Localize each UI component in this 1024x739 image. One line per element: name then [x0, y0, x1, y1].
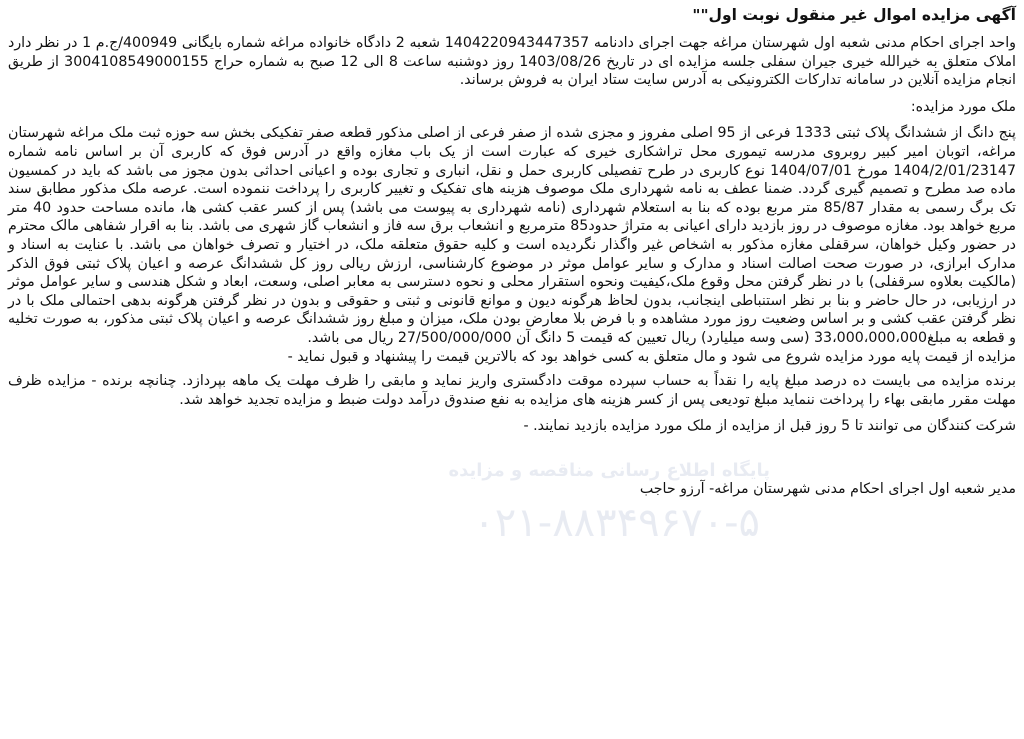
- base-price-paragraph: مزایده از قیمت پایه مورد مزایده شروع می شود و مال متعلق به کسی خواهد بود که بالاترین قیمت را پیشنهاد و قبول نماید -: [287, 348, 1016, 365]
- watermark-text: پایگاه اطلاع رسانی مناقصه و مزایده: [448, 460, 770, 481]
- property-description: پنج دانگ از ششدانگ پلاک ثبتی 1333 فرعی از 95 اصلی مفروز و مجزی شده از صفر فرعی از اصلی مذکور قطعه صفر تفکیکی بخش سه حوزه ثبت ملک مراغه شهرستان مراغه، اتوبان امیر کبیر روبروی مدرسه تیموری محل تراشکاری خیری که عبارت است از یک باب مغازه واقع در آدرس فوق که کاربری آن بر اساس نامه شماره 1404/2/01/23147 مورخ 1404/07/01 نوع کاربری در طرح تفصیلی کاربری حمل و نقل، انباری و تجاری بوده و اعیانی احداثی بدون مجوز می باشد که باید در کمسیون ماده صد مطرح و تصمیم گیری گردد. ضمنا عطف به نامه شهرداری ملک موصوف هزینه های تفکیک و تغییر کاربری را پرداخت ننموده است. عرصه ملک مذکور مطابق سند تک برگ رسمی به مقدار 85/87 متر مربع بوده که بنا به استعلام شهرداری (نامه شهرداری به پیوست می باشد) پس از کسر عقب کشی ها، مانده مساحت حدود 40 متر مربع خواهد بود. مغازه موصوف در روز بازدید دارای اعیانی به متراژ حدود85 مترمربع و انشعاب برق سه فاز و انشعاب گاز شهری می باشد. بنا به اقرار شفاهی مالک محترم در حضور وکیل خواهان، سرقفلی مغازه مذکور به اشخاص غیر واگذار نگردیده است و کلیه حقوق متعلقه ملک، در اختیار و تصرف خواهان می باشد. با عنایت به اسناد و مدارک ابرازی، در صورت صحت اصالت اسناد و مدارک و سایر عوامل موثر در موضوع کارشناسی، ارزش ریالی روز کل ششدانگ عرصه و اعیان پلاک ثبتی فوق الذکر (مالکیت بعلاوه سرقفلی) با در نظر گرفتن محل وقوع ملک،کیفیت ونحوه استقرار محلی و نحوه دسترسی به معابر اصلی، وسعت، ابعاد و شکل هندسی و سایر عوامل موثر در ارزیابی، در حال حاضر و بنا بر نظر استنباطی اینجانب، بدون لحاظ هرگونه دیون و موانع قانونی و ثبتی و حقوقی و بدون در نظر گرفتن هرگونه بدهی احتمالی ملک با در نظر گرفتن عقب کشی و بر اساس وضعیت روز مورد مشاهده و با فرض بلا معارض بودن ملک، میزان و مبلغ روز ششدانگ عرصه و اعیان پلاک ثبتی مذکور، به صورت تخلیه و قطعه به مبلغ33،000،000،000 (سی وسه میلیارد) ریال تعیین که قیمت 5 دانگ آن 27/500/000/000 ریال می باشد.: [8, 125, 1016, 346]
- intro-paragraph: واحد اجرای احکام مدنی شعبه اول شهرستان مراغه جهت اجرای دادنامه 1404220943447357 شعبه 2 دادگاه خانواده مراغه شماره بایگانی 400949/ج.م 1 در نظر دارد املاک متعلق به خیرالله خیری جیران سفلی جلسه مزایده ای در تاریخ 1403/08/26 روز دوشنبه ساعت 8 الی 12 صبح به شماره حراج 3004108549000155 از طریق انجام مزایده آنلاین در سامانه تدارکات الکترونیکی به آدرس سایت ستاد ایران به فروش برساند.: [8, 35, 1016, 89]
- winner-terms-paragraph: برنده مزایده می بایست ده درصد مبلغ پایه را نقداً به حساب سپرده موقت دادگستری واریز نماید و مابقی را ظرف مهلت یک ماهه بپردازد. چنانچه برنده - مزایده ظرف مهلت مقرر مابقی بهاء را پرداخت ننماید مبلغ تودیعی پس از کسر هزینه های مزایده به نفع صندوق درآمد دولت ضبط و مزایده تجدید خواهد شد.: [8, 373, 1016, 408]
- watermark-phone: ۰۲۱-۸۸۳۴۹۶۷۰-۵: [473, 500, 760, 546]
- notice-title: آگهی مزایده اموال غیر منقول نوبت اول"": [692, 6, 1016, 24]
- auction-notice: [8, 0, 1016, 739]
- signature-line: مدیر شعبه اول اجرای احکام مدنی شهرستان مراغه- آرزو حاجب: [639, 480, 1016, 497]
- property-heading: ملک مورد مزایده:: [910, 98, 1016, 115]
- visit-paragraph: شرکت کنندگان می توانند تا 5 روز قبل از مزایده از ملک مورد مزایده بازدید نمایند. -: [523, 418, 1016, 435]
